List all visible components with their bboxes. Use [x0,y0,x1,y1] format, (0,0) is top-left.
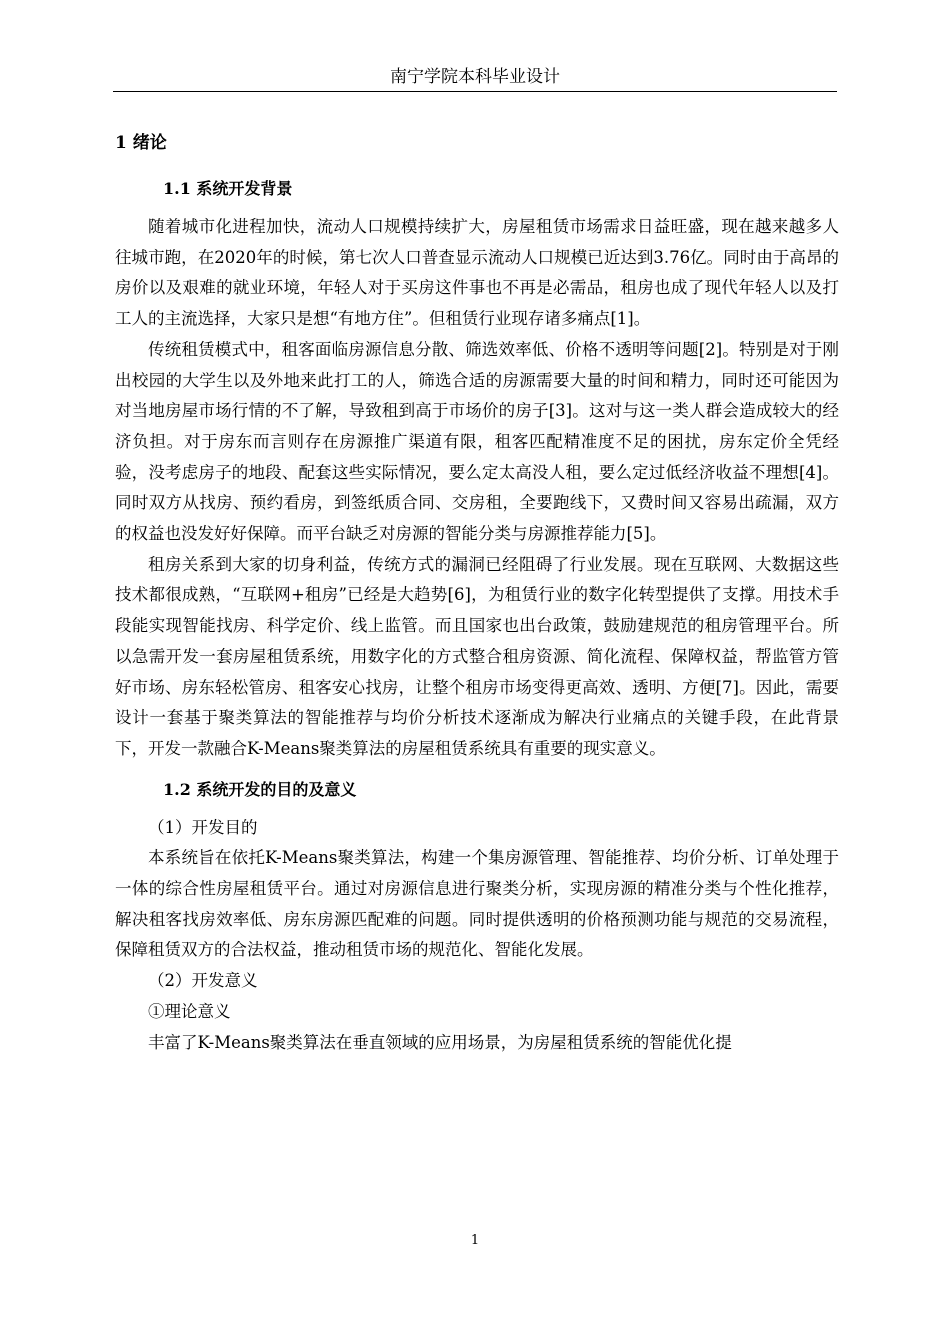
section-title-background: 1.1 系统开发背景 [163,179,293,198]
section-title-purpose: 1.2 系统开发的目的及意义 [163,779,357,799]
background-paragraph-2: 传统租赁模式中，租客面临房源信息分散、筛选效率低、价格不透明等问题[2]。特别是对于刚出校园的大学生以及外地来此打工的人，筛选合适的房源需要大量的时间和精力，同时还可能因为对当地房屋市场行情的不了解，导致租到高于市场价的房子[3]。这对与这一类人群会造成较大的经济负担。对于房东而言则存在房源推广渠道有限，租客匹配精准度不足的困扰，房东定价全凭经验，没考虑房子的地段、配套这些实际情况，要么定太高没人租，要么定过低经济收益不理想[4]。同时双方从找房、预约看房，到签纸质合同、交房租，全要跑线下，又费时间又容易出疏漏，双方的权益也没发好好保障。而平台缺乏对房源的智能分类与房源推荐能力[5]。 [115,339,839,544]
page-number: 1 [470,1233,480,1248]
page-content [115,128,839,1058]
significance-label: （2）开发意义 [148,971,258,991]
theory-paragraph: 丰富了K-Means聚类算法在垂直领域的应用场景，为房屋租赁系统的智能优化提 [148,1032,732,1052]
background-paragraph-3: 租房关系到大家的切身利益，传统方式的漏洞已经阻碍了行业发展。现在互联网、大数据这些技术都很成熟，“互联网+租房”已经是大趋势[6]，为租赁行业的数字化转型提供了支撑。用技术手段能实现智能找房、科学定价、线上监管。而且国家也出台政策，鼓励建规范的租房管理平台。所以急需开发一套房屋租赁系统，用数字化的方式整合租房资源、简化流程、保障权益，帮监管方管好市场、房东轻松管房、租客安心找房，让整个租房市场变得更高效、透明、方便[7]。因此，需要设计一套基于聚类算法的智能推荐与均价分析技术逐渐成为解决行业痛点的关键手段，在此背景下，开发一款融合K-Means聚类算法的房屋租赁系统具有重要的现实意义。 [115,554,839,758]
background-paragraph-1: 随着城市化进程加快，流动人口规模持续扩大，房屋租赁市场需求日益旺盛，现在越来越多人往城市跑，在2020年的时候，第七次人口普查显示流动人口规模已近达到3.76亿。同时由于高昂的房价以及艰难的就业环境，年轻人对于买房这件事也不再是必需品，租房也成了现代年轻人以及打工人的主流选择，大家只是想“有地方住”。但租赁行业现存诸多痛点[1]。 [115,217,839,329]
theory-label: ①理论意义 [148,1001,231,1021]
purpose-label: （1）开发目的 [148,817,258,837]
purpose-paragraph: 本系统旨在依托K-Means聚类算法，构建一个集房源管理、智能推荐、均价分析、订单处理于一体的综合性房屋租赁平台。通过对房源信息进行聚类分析，实现房源的精准分类与个性化推荐，解决租客找房效率低、房东房源匹配难的问题。同时提供透明的价格预测功能与规范的交易流程，保障租赁双方的合法权益，推动租赁市场的规范化、智能化发展。 [115,848,839,960]
chapter-title: 1 绪论 [115,133,167,153]
page-header: 南宁学院本科毕业设计 [113,66,837,92]
